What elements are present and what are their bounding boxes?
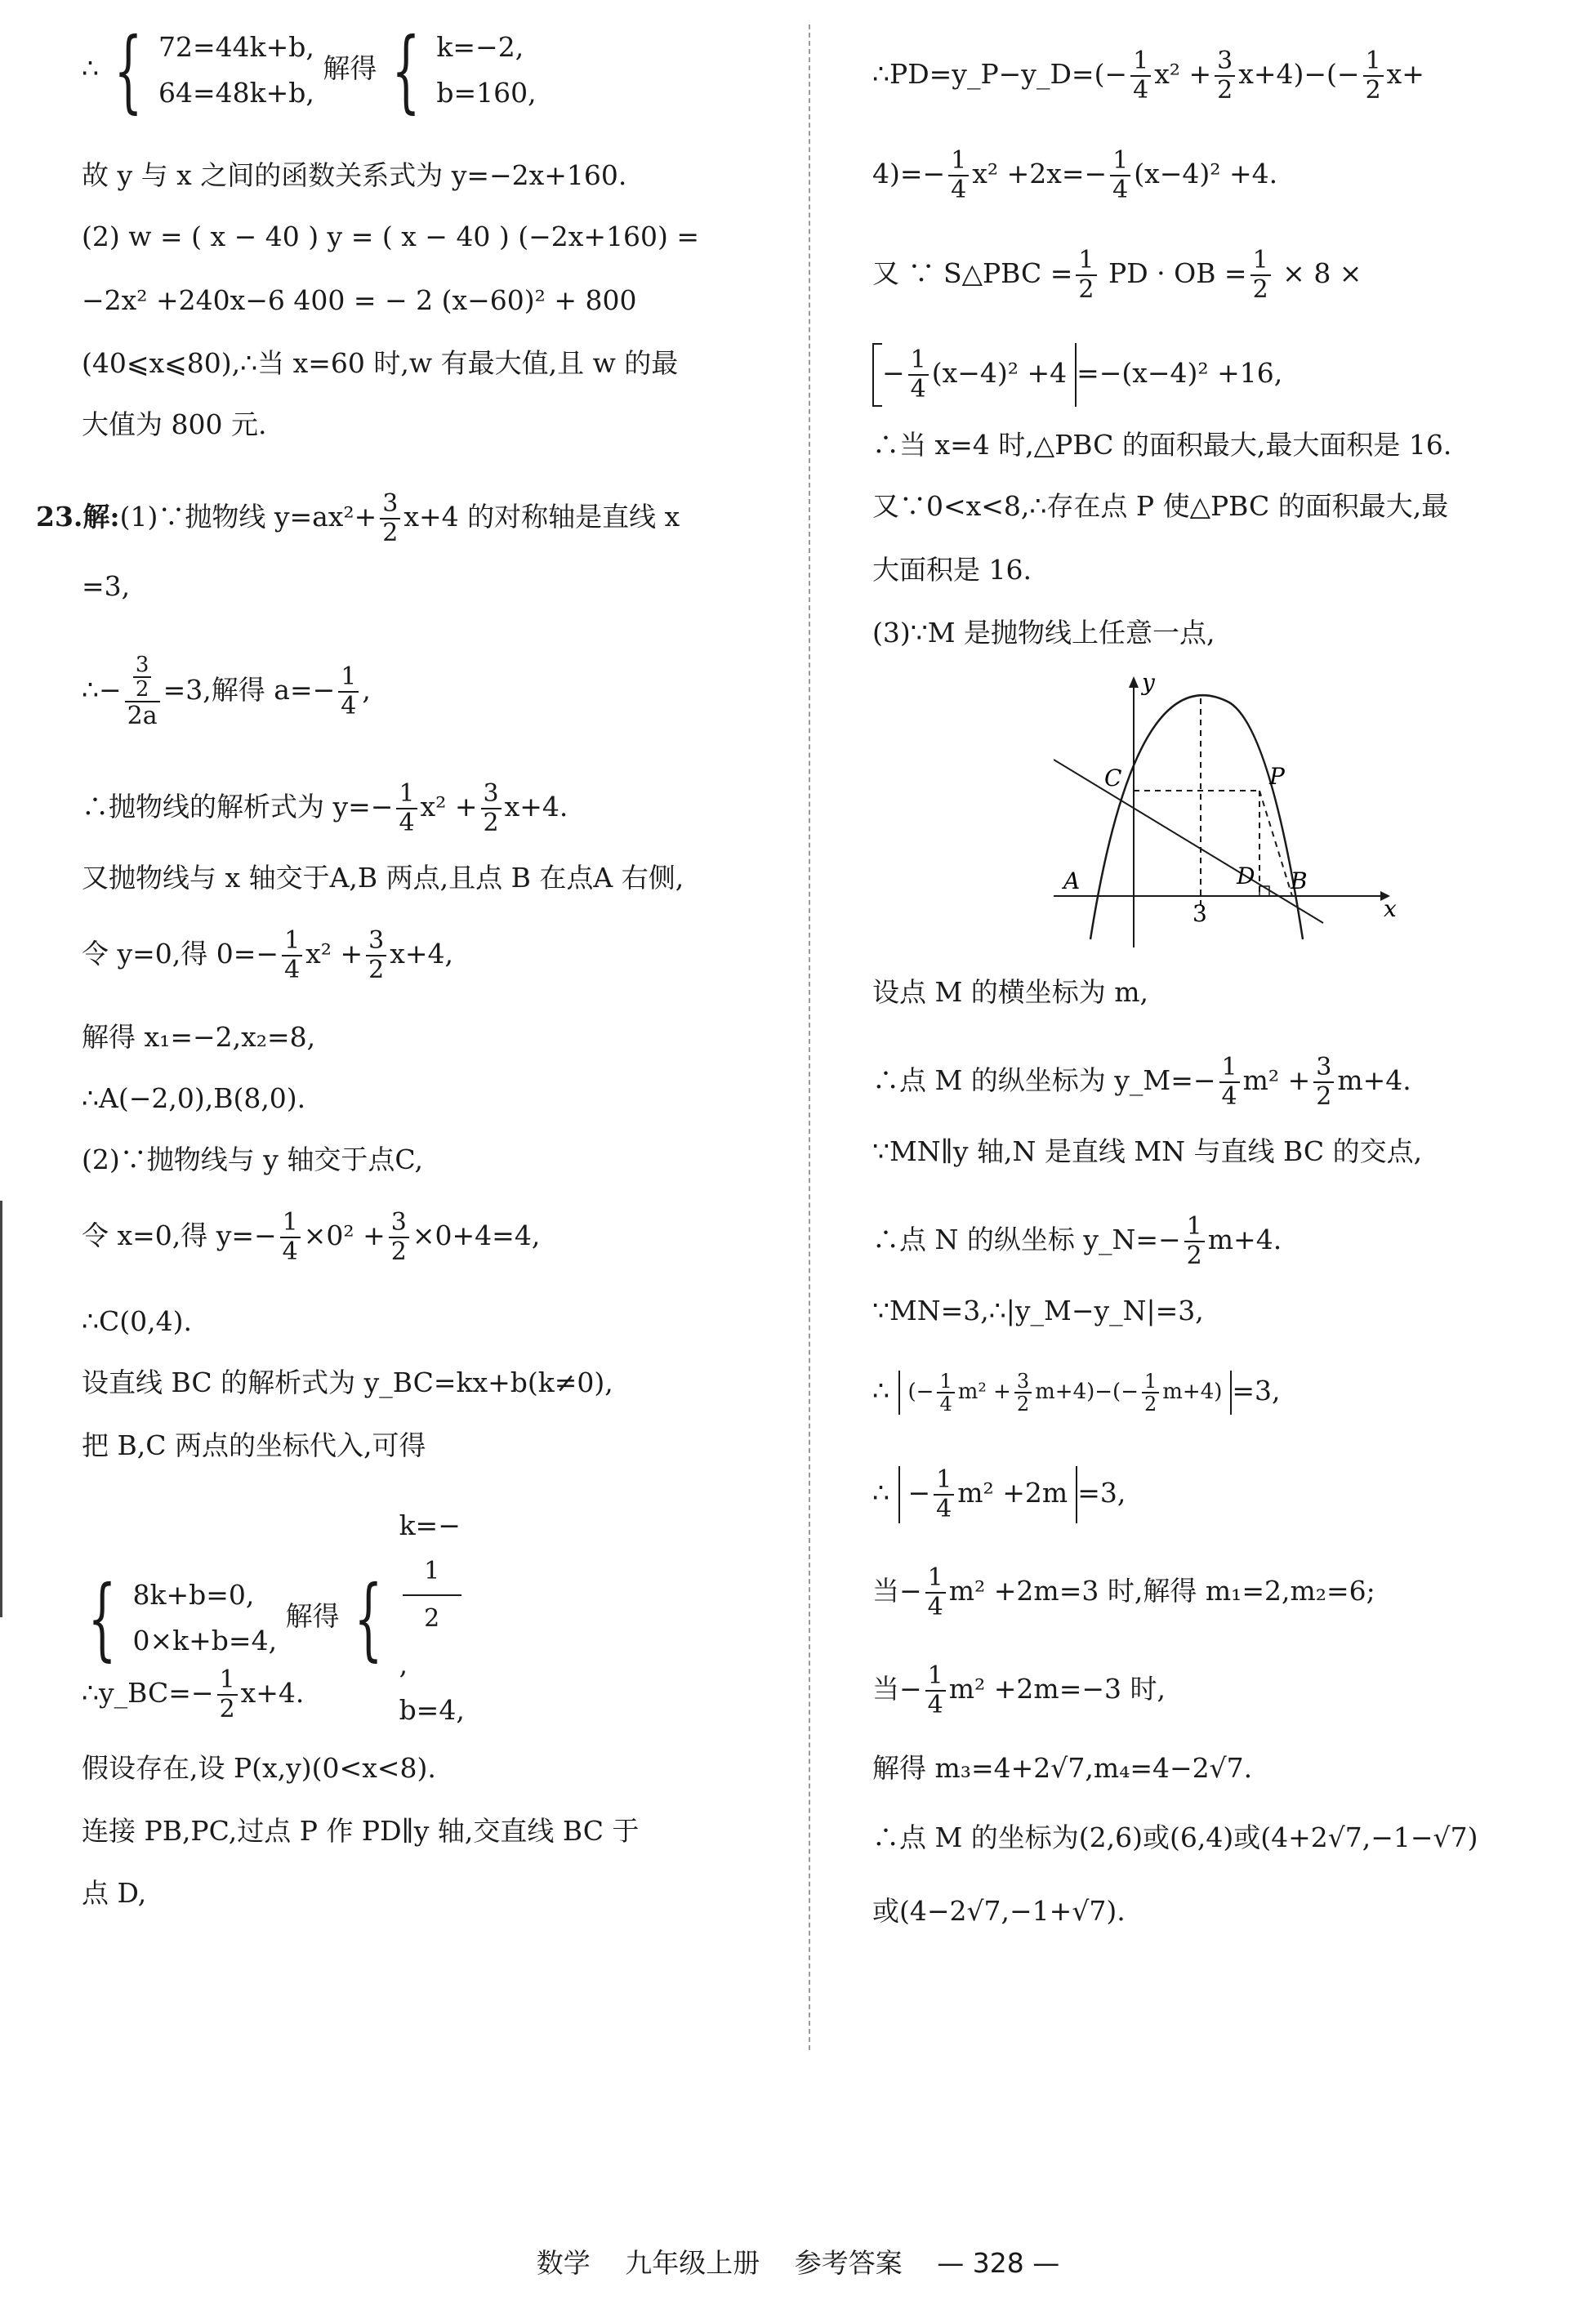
math-line: ∴点 N 的纵坐标 y_N=− $\frac{1}{2}$ m+4. bbox=[872, 1212, 1282, 1270]
column-divider bbox=[809, 25, 810, 2050]
math-line: 当− $\frac{1}{4}$ m² +2m=3 时,解得 m₁=2,m₂=6; bbox=[872, 1563, 1375, 1621]
page-footer bbox=[0, 2242, 1596, 2280]
text-line: 点 D, bbox=[82, 1877, 147, 1909]
system-equation-1: ∴ { 72=44k+b, 64=48k+b, 解得 { k=−2, b=160, bbox=[82, 18, 537, 123]
label-d: D bbox=[1237, 863, 1255, 889]
math-line: ∴抛物线的解析式为 y=− $\frac{1}{4}$ x² + $\frac{3}{2}$ x+4. bbox=[82, 779, 568, 837]
page-number: — 328 — bbox=[937, 2247, 1060, 2279]
system-equation-2: { 8k+b=0, 0×k+b=4, 解得 { k=− 1 2 , b=4, bbox=[87, 1509, 465, 1726]
math-line: ∴ (− $\frac{1}{4}$ m² + $\frac{3}{2}$ m+4)−(− $\frac{1}{2}$ m+4) =3, bbox=[872, 1370, 1281, 1416]
math-line: 令 x=0,得 y=− $\frac{1}{4}$ ×0² + $\frac{3}{2}$ ×0+4=4, bbox=[82, 1208, 541, 1266]
binding-edge-mark bbox=[0, 1201, 2, 1617]
y-axis-arrow bbox=[1129, 676, 1139, 688]
label-y: y bbox=[1142, 670, 1155, 696]
math-line: 4)=− $\frac{1}{4}$ x² +2x=− $\frac{1}{4}$ (x−4)² +4. bbox=[872, 146, 1278, 204]
label-b: B bbox=[1291, 867, 1308, 894]
math-line: ∴点 M 的纵坐标为 y_M=− $\frac{1}{4}$ m² + $\frac{3}{2}$ m+4. bbox=[872, 1053, 1411, 1111]
math-line: ∴PD=y_P−y_D=(− $\frac{1}{4}$ x² + $\frac{3}{2}$ x+4)−(− $\frac{1}{2}$ x+ bbox=[872, 47, 1424, 105]
text-line: (2) w = ( x − 40 ) y = ( x − 40 ) (−2x+160) = bbox=[82, 221, 700, 252]
text-line: 大值为 800 元. bbox=[82, 408, 267, 440]
math-line: 令 y=0,得 0=− $\frac{1}{4}$ x² + $\frac{3}{2}$ x+4, bbox=[82, 926, 453, 984]
text-line: −2x² +240x−6 400 = − 2 (x−60)² + 800 bbox=[82, 284, 637, 316]
text-line: 或(4−2√7,−1+√7). bbox=[872, 1895, 1126, 1927]
footer-grade: 九年级上册 bbox=[625, 2247, 760, 2279]
text-line: 连接 PB,PC,过点 P 作 PD∥y 轴,交直线 BC 于 bbox=[82, 1815, 640, 1847]
text-line: ∵MN∥y 轴,N 是直线 MN 与直线 BC 的交点, bbox=[872, 1135, 1423, 1167]
text-line: 大面积是 16. bbox=[872, 554, 1032, 586]
text-line: 设直线 BC 的解析式为 y_BC=kx+b(k≠0), bbox=[82, 1367, 613, 1398]
text-line: 把 B,C 两点的坐标代入,可得 bbox=[82, 1429, 426, 1461]
text-line: =3, bbox=[82, 570, 131, 602]
text-line: 又抛物线与 x 轴交于A,B 两点,且点 B 在点A 右侧, bbox=[82, 862, 684, 894]
text-line: 解得 x₁=−2,x₂=8, bbox=[82, 1021, 316, 1053]
math-line: ∴ − $\frac{1}{4}$ m² +2m =3, bbox=[872, 1465, 1126, 1523]
text-line: 解得 m₃=4+2√7,m₄=4−2√7. bbox=[872, 1752, 1253, 1784]
text-line: ∴当 x=4 时,△PBC 的面积最大,最大面积是 16. bbox=[872, 429, 1452, 461]
text-line: ∵MN=3,∴|y_M−y_N|=3, bbox=[872, 1295, 1204, 1326]
text-line: 又∵0<x<8,∴存在点 P 使△PBC 的面积最大,最 bbox=[872, 490, 1449, 522]
text-line: (40⩽x⩽80),∴当 x=60 时,w 有最大值,且 w 的最 bbox=[82, 347, 679, 379]
text-line: ∴A(−2,0),B(8,0). bbox=[82, 1082, 306, 1114]
text-line: 故 y 与 x 之间的函数关系式为 y=−2x+160. bbox=[82, 159, 627, 191]
text-line: 设点 M 的横坐标为 m, bbox=[872, 976, 1149, 1008]
text-line: ∴点 M 的坐标为(2,6)或(6,4)或(4+2√7,−1−√7) bbox=[872, 1821, 1478, 1853]
label-c: C bbox=[1104, 765, 1122, 791]
parabola-graph bbox=[1054, 670, 1397, 956]
math-line: 当− $\frac{1}{4}$ m² +2m=−3 时, bbox=[872, 1661, 1166, 1719]
label-x: x bbox=[1384, 895, 1397, 922]
segment-pb bbox=[1259, 791, 1292, 896]
text-line: ∴C(0,4). bbox=[82, 1305, 192, 1337]
label-p: P bbox=[1269, 763, 1285, 790]
math-line: ∴y_BC=− $\frac{1}{2}$ x+4. bbox=[82, 1665, 305, 1723]
label-a: A bbox=[1063, 867, 1081, 894]
math-line: ∴− $\frac{\frac{3}{2}}{2a}$ =3,解得 a=− $\frac{1}{4}$ , bbox=[82, 653, 371, 730]
math-line: − $\frac{1}{4}$ (x−4)² +4 =−(x−4)² +16, bbox=[872, 343, 1282, 407]
question-23-intro: 23.解:(1)∵抛物线 y=ax²+ $\frac{3}{2}$ x+4 的对称轴是直线 x bbox=[36, 489, 680, 547]
text-line: (3)∵M 是抛物线上任意一点, bbox=[872, 617, 1215, 649]
text-line: 假设存在,设 P(x,y)(0<x<8). bbox=[82, 1752, 436, 1784]
footer-section: 参考答案 bbox=[794, 2247, 903, 2279]
math-line: 又 ∵ S△PBC = $\frac{1}{2}$ PD · OB = $\frac{1}{2}$ × 8 × bbox=[872, 246, 1362, 304]
footer-subject: 数学 bbox=[536, 2247, 591, 2279]
label-three: 3 bbox=[1193, 900, 1207, 927]
text-line: (2)∵抛物线与 y 轴交于点C, bbox=[82, 1144, 423, 1175]
